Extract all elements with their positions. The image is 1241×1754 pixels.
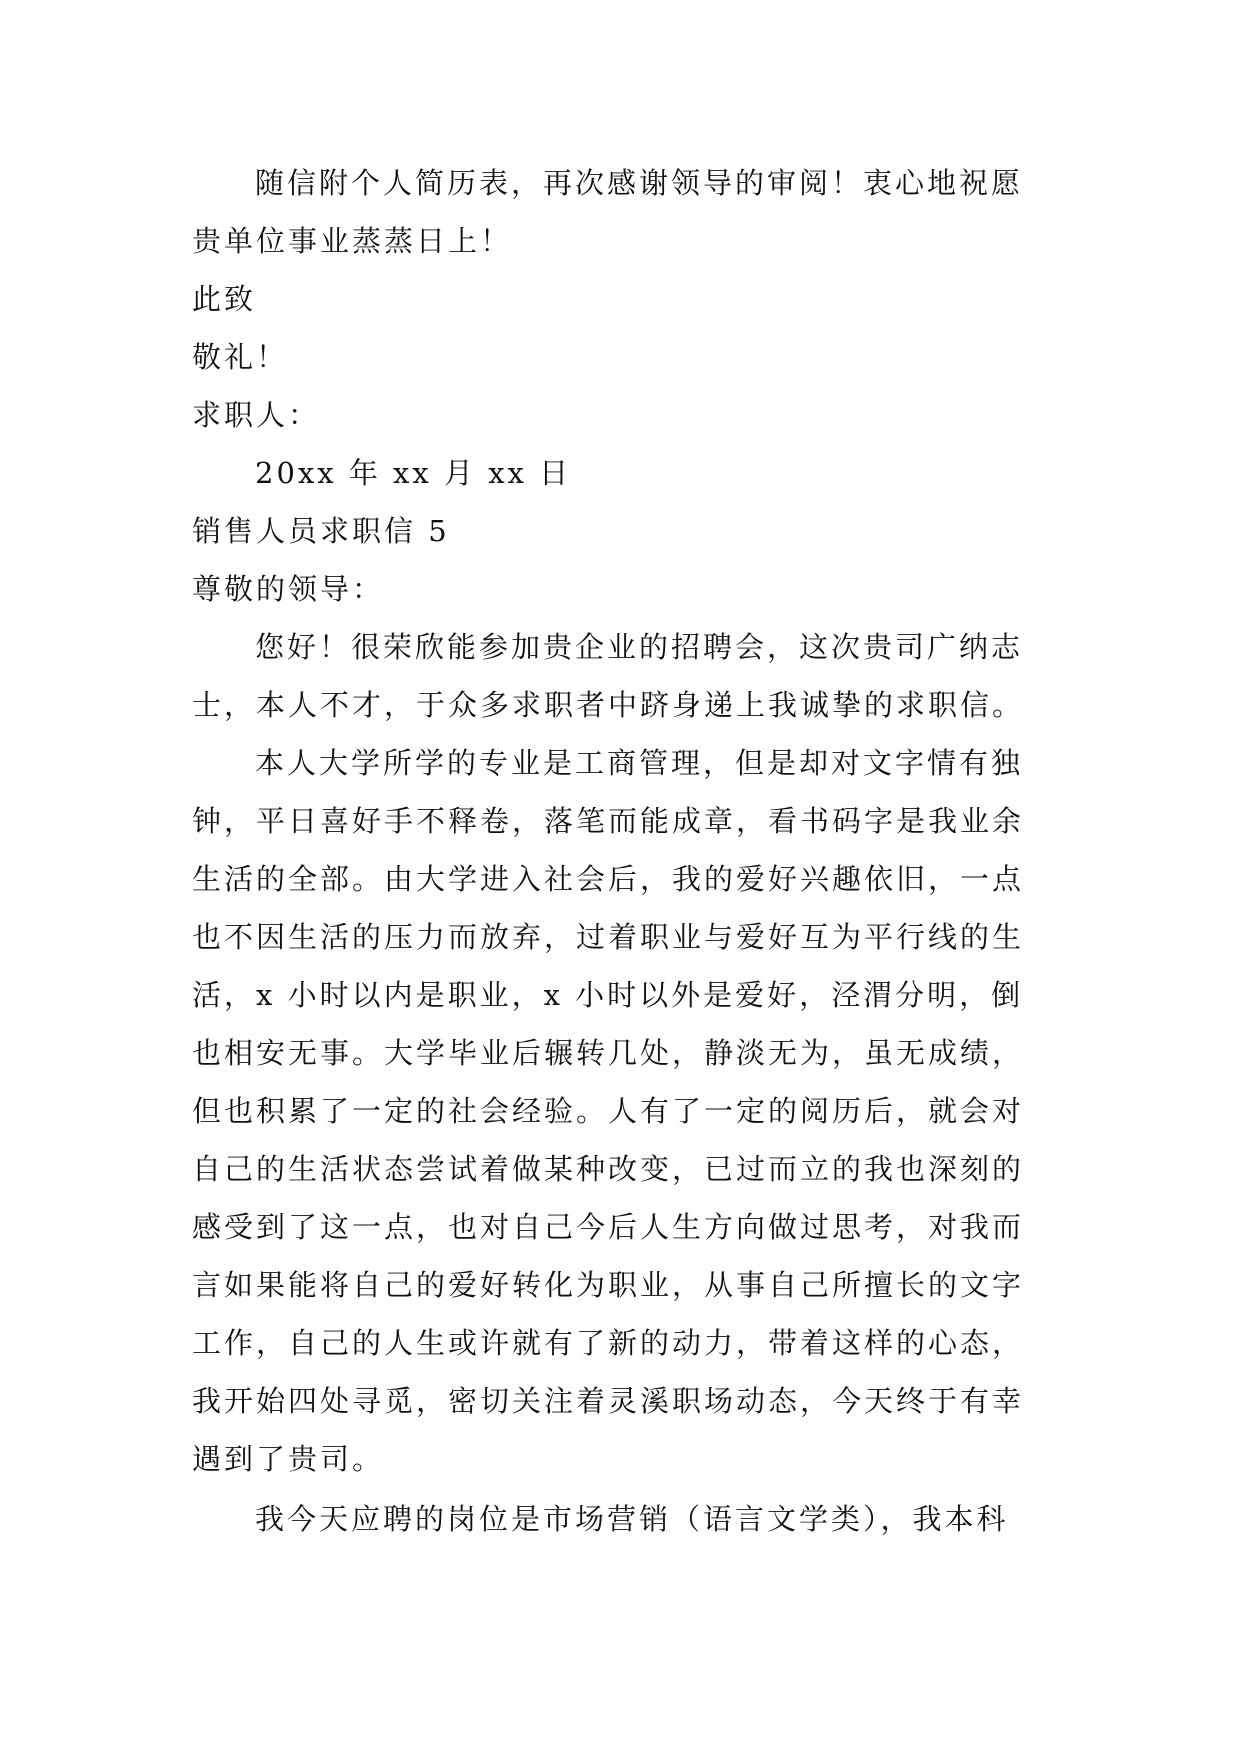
paragraph-2-line-8: 自己的生活状态尝试着做某种改变，已过而立的我也深刻的 (192, 1152, 1025, 1186)
paragraph-3-line-1: 我今天应聘的岗位是市场营销（语言文学类），我本科 (255, 1502, 1009, 1536)
paragraph-2-line-7: 但也积累了一定的社会经验。人有了一定的阅历后，就会对 (192, 1094, 1025, 1128)
paragraph-1-line-1: 您好！很荣欣能参加贵企业的招聘会，这次贵司广纳志 (255, 630, 1024, 664)
paragraph-2-line-3: 生活的全部。由大学进入社会后，我的爱好兴趣依旧，一点 (192, 862, 1025, 896)
closing-paragraph-line-2: 贵单位事业蒸蒸日上！ (192, 224, 513, 258)
paragraph-1-line-2: 士，本人不才，于众多求职者中跻身递上我诚挚的求职信。 (192, 688, 1025, 722)
paragraph-2-line-12: 我开始四处寻觅，密切关注着灵溪职场动态，今天终于有幸 (192, 1384, 1025, 1418)
salutation-jingli: 敬礼！ (192, 340, 289, 374)
paragraph-2-line-4: 也不因生活的压力而放弃，过着职业与爱好互为平行线的生 (192, 920, 1025, 954)
salutation-cizhi: 此致 (192, 282, 257, 316)
date-line: 20xx 年 xx 月 xx 日 (255, 456, 572, 490)
applicant-label: 求职人： (192, 398, 321, 432)
paragraph-2-line-13: 遇到了贵司。 (192, 1442, 385, 1476)
paragraph-2-line-9: 感受到了这一点，也对自己今后人生方向做过思考，对我而 (192, 1210, 1025, 1244)
closing-paragraph-line-1: 随信附个人简历表，再次感谢领导的审阅！衷心地祝愿 (255, 166, 1024, 200)
paragraph-2-line-2: 钟，平日喜好手不释卷，落笔而能成章，看书码字是我业余 (192, 804, 1025, 838)
paragraph-2-line-6: 也相安无事。大学毕业后辗转几处，静淡无为，虽无成绩， (192, 1036, 1025, 1070)
section-title: 销售人员求职信 5 (192, 514, 450, 548)
greeting: 尊敬的领导： (192, 572, 385, 606)
paragraph-2-line-11: 工作，自己的人生或许就有了新的动力，带着这样的心态， (192, 1326, 1025, 1360)
paragraph-2-line-5: 活，x 小时以内是职业，x 小时以外是爱好，泾渭分明，倒 (192, 978, 1024, 1012)
paragraph-2-line-1: 本人大学所学的专业是工商管理，但是却对文字情有独 (255, 746, 1024, 780)
paragraph-2-line-10: 言如果能将自己的爱好转化为职业，从事自己所擅长的文字 (192, 1268, 1025, 1302)
